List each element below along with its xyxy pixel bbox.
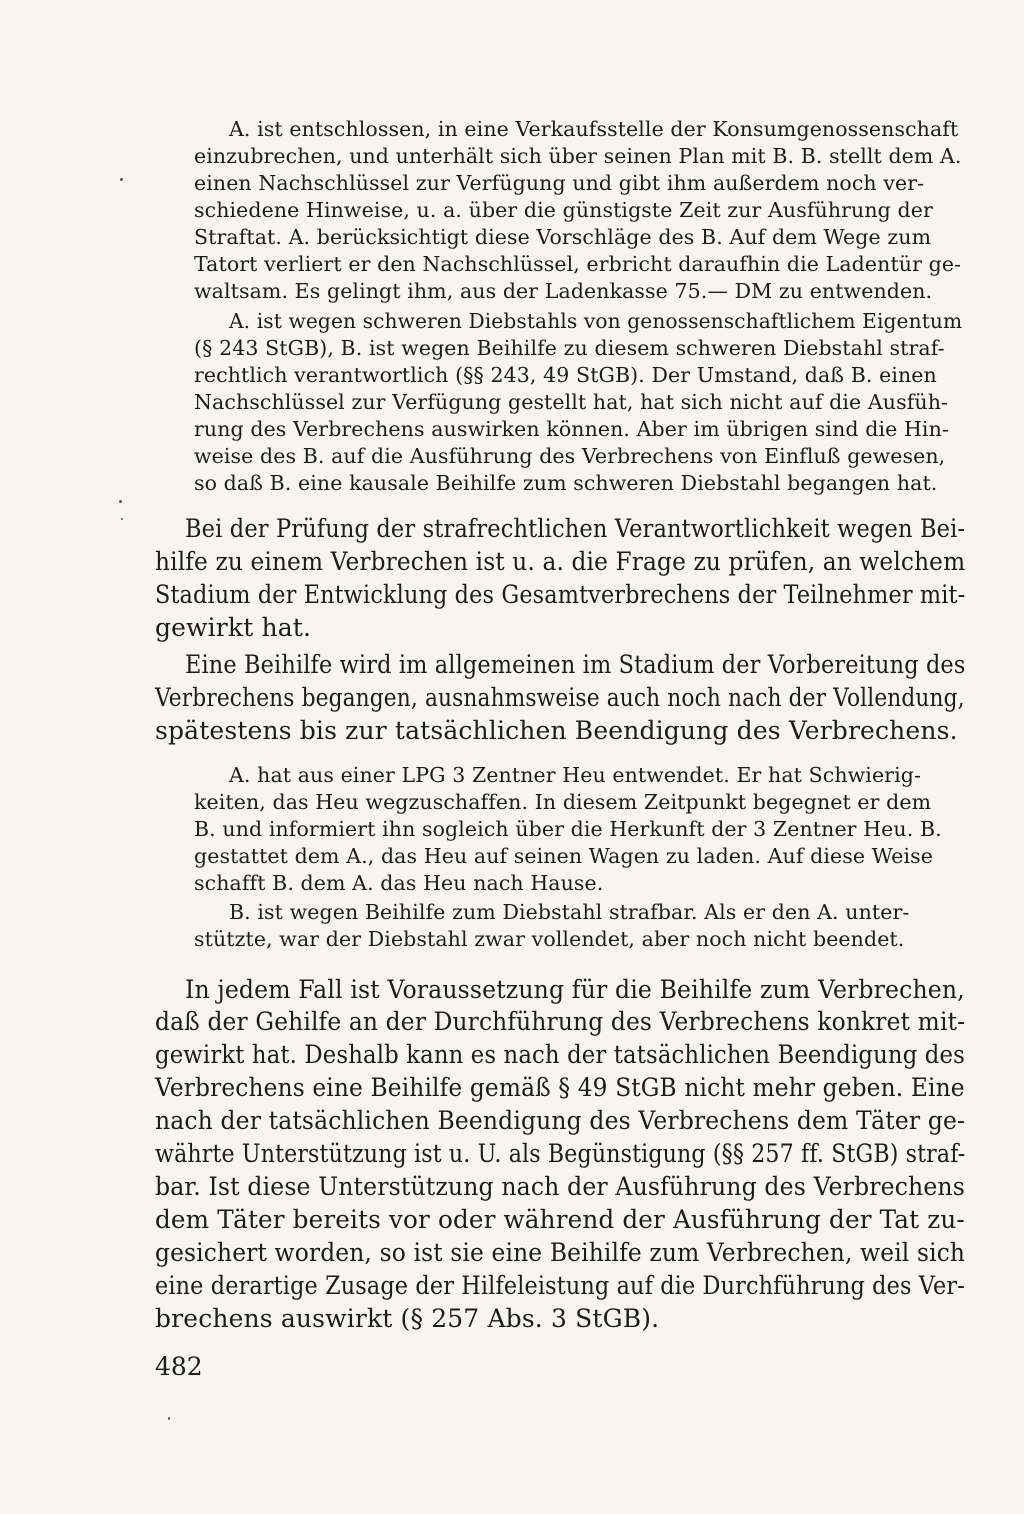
text-line: Bei der Prüfung der strafrechtlichen Verantwortlichkeit wegen Bei-	[185, 514, 966, 543]
text-line: gestattet dem A., das Heu auf seinen Wagen zu laden. Auf diese Weise	[194, 844, 933, 868]
text-line: Verbrechens eine Beihilfe gemäß § 49 StGB nicht mehr geben. Eine	[155, 1073, 965, 1102]
text-line: gewirkt hat. Deshalb kann es nach der tatsächlichen Beendigung des	[155, 1040, 965, 1069]
text-line: dem Täter bereits vor oder während der Ausführung der Tat zu-	[155, 1205, 965, 1234]
text-line: brechens auswirkt (§ 257 Abs. 3 StGB).	[155, 1304, 660, 1333]
text-line: eine derartige Zusage der Hilfeleistung auf die Durchführung des Ver-	[155, 1271, 965, 1300]
text-line: währte Unterstützung ist u. U. als Begünstigung (§§ 257 ff. StGB) straf-	[155, 1139, 966, 1168]
text-line: gewirkt hat.	[155, 613, 312, 642]
text-line: A. ist wegen schweren Diebstahls von genossenschaftlichem Eigentum	[229, 309, 963, 333]
text-line: nach der tatsächlichen Beendigung des Verbrechens dem Täter ge-	[155, 1106, 966, 1135]
text-line: Verbrechens begangen, ausnahmsweise auch noch nach der Vollendung,	[155, 683, 965, 712]
text-line: schiedene Hinweise, u. a. über die günstigste Zeit zur Ausführung der	[194, 198, 933, 222]
text-line: gesichert worden, so ist sie eine Beihilfe zum Verbrechen, weil sich	[155, 1238, 966, 1267]
text-line: hilfe zu einem Verbrechen ist u. a. die Frage zu prüfen, an welchem	[155, 547, 966, 576]
page-number: 482	[155, 1352, 203, 1381]
text-line: stützte, war der Diebstahl zwar vollendet, aber noch nicht beendet.	[194, 927, 905, 951]
text-line: daß der Gehilfe an der Durchführung des Verbrechens konkret mit-	[155, 1007, 966, 1036]
text-line: einzubrechen, und unterhält sich über seinen Plan mit B. B. stellt dem A.	[194, 144, 962, 168]
text-line: B. ist wegen Beihilfe zum Diebstahl strafbar. Als er den A. unter-	[229, 900, 910, 924]
text-line: Nachschlüssel zur Verfügung gestellt hat, hat sich nicht auf die Ausfüh-	[194, 390, 949, 414]
text-line: rung des Verbrechens auswirken können. Aber im übrigen sind die Hin-	[194, 417, 949, 441]
text-line: Stadium der Entwicklung des Gesamtverbrechens der Teilnehmer mit-	[155, 580, 966, 609]
text-line: schafft B. dem A. das Heu nach Hause.	[194, 871, 604, 895]
text-line: so daß B. eine kausale Beihilfe zum schweren Diebstahl begangen hat.	[194, 471, 938, 495]
text-line: Eine Beihilfe wird im allgemeinen im Stadium der Vorbereitung des	[185, 650, 966, 679]
scan-speck	[168, 1417, 170, 1420]
text-line: In jedem Fall ist Voraussetzung für die Beihilfe zum Verbrechen,	[185, 975, 965, 1004]
scan-speck	[121, 518, 123, 520]
text-line: A. ist entschlossen, in eine Verkaufsstelle der Konsumgenossenschaft	[229, 117, 959, 141]
text-line: einen Nachschlüssel zur Verfügung und gibt ihm außerdem noch ver-	[194, 171, 925, 195]
text-line: waltsam. Es gelingt ihm, aus der Ladenkasse 75.— DM zu entwenden.	[194, 279, 933, 303]
scan-speck	[120, 178, 123, 181]
text-line: (§ 243 StGB), B. ist wegen Beihilfe zu diesem schweren Diebstahl straf-	[194, 336, 945, 360]
text-line: rechtlich verantwortlich (§§ 243, 49 StGB). Der Umstand, daß B. einen	[194, 363, 937, 387]
text-line: A. hat aus einer LPG 3 Zentner Heu entwendet. Er hat Schwierig-	[229, 763, 921, 787]
text-line: Straftat. A. berücksichtigt diese Vorschläge des B. Auf dem Wege zum	[194, 225, 932, 249]
text-line: Tatort verliert er den Nachschlüssel, erbricht daraufhin die Ladentür ge-	[194, 252, 962, 276]
text-line: weise des B. auf die Ausführung des Verbrechens von Einfluß gewesen,	[194, 444, 946, 468]
text-line: spätestens bis zur tatsächlichen Beendigung des Verbrechens.	[155, 716, 958, 745]
text-line: bar. Ist diese Unterstützung nach der Ausführung des Verbrechens	[155, 1172, 965, 1201]
text-line: keiten, das Heu wegzuschaffen. In diesem Zeitpunkt begegnet er dem	[194, 790, 932, 814]
scan-speck	[119, 500, 122, 503]
text-line: B. und informiert ihn sogleich über die Herkunft der 3 Zentner Heu. B.	[194, 817, 942, 841]
